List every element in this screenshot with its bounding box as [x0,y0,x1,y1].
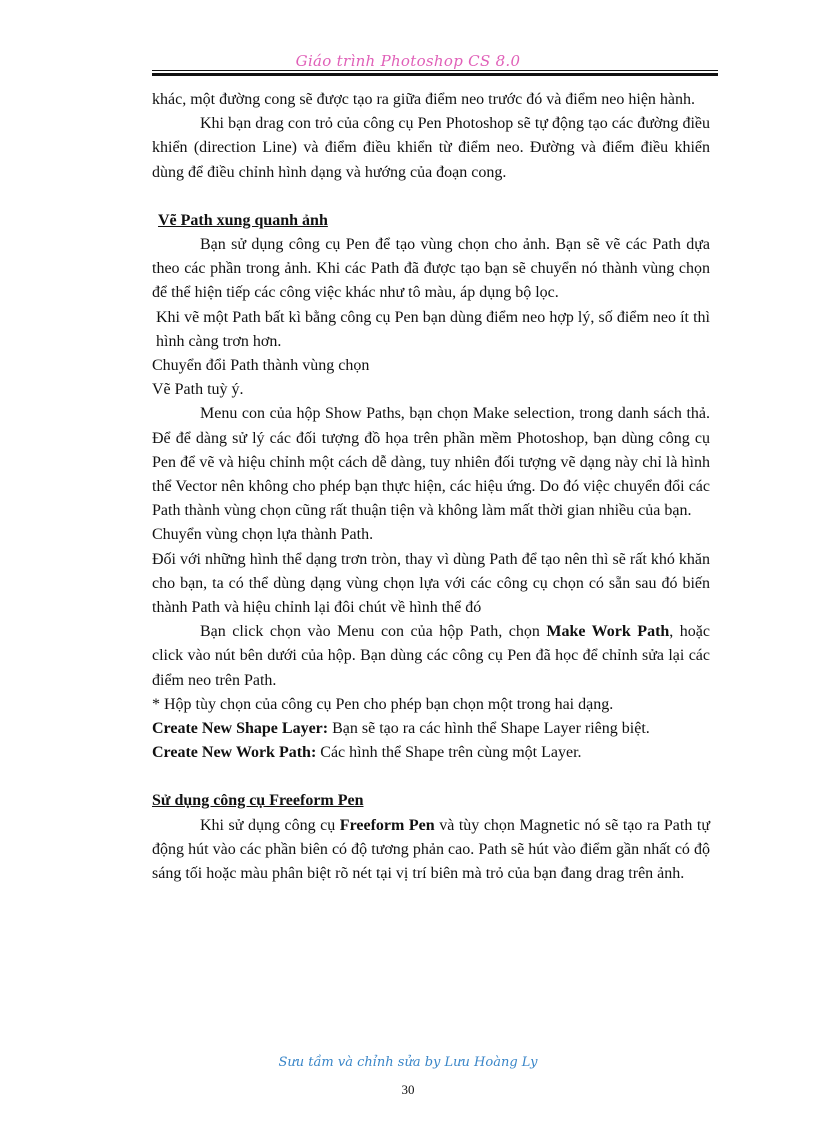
paragraph: * Hộp tùy chọn của công cụ Pen cho phép bạn chọn một trong hai dạng. [152,695,614,713]
paragraph: Đối với những hình thể dạng trơn tròn, thay vì dùng Path để tạo nên thì sẽ rất khó khăn cho bạn, ta có thể dùng dạng vùng chọn lựa với các công cụ chọn có sẵn sau đó biến thành Path và hiệu chỉnh lại đôi chút về hình thể đó [152,550,710,617]
header-title: Giáo trình Photoshop CS 8.0 [295,52,521,70]
paragraph: khác, một đường cong sẽ được tạo ra giữa điểm neo trước đó và điểm neo hiện hành. [152,91,696,108]
paragraph: Vẽ Path tuỳ ý. [152,381,244,399]
paragraph: Khi vẽ một Path bất kì bằng công cụ Pen bạn dùng điểm neo hợp lý, số điểm neo ít thì hình càng trơn hơn. [156,308,710,350]
paragraph: Khi sử dụng công cụ Freeform Pen và tùy chọn Magnetic nó sẽ tạo ra Path tự động hút vào các phần biên có độ tương phản cao. Path sẽ hút vào điểm gần nhất có độ sáng tối hoặc màu phân biệt rõ nét tại vị trí biên mà trỏ của bạn đang drag trên ảnh. [152,816,710,883]
paragraph: Bạn sử dụng công cụ Pen để tạo vùng chọn cho ảnh. Bạn sẽ vẽ các Path dựa theo các phần trong ảnh. Khi các Path đã được tạo bạn sẽ chuyển nó thành vùng chọn để thể hiện tiếp các công việc khác như tô màu, áp dụng bộ lọc. [152,236,710,302]
paragraph: Menu con của hộp Show Paths, bạn chọn Make selection, trong danh sách thả. Để để dàng sử lý các đối tượng đồ họa trên phần mềm Photoshop, bạn dùng công cụ Pen để vẽ và hiệu chỉnh một cách dễ dàng, tuy nhiên đối tượng vẽ dạng này chỉ là hình thể Vector nên không cho phép bạn thực hiện, các hiệu ứng. Do đó việc chuyển đổi các Path thành vùng chọn cũng rất thuận tiện và không làm mất thời gian nhiều của bạn. [152,405,710,520]
paragraph: Chuyển đổi Path thành vùng chọn [152,357,370,375]
paragraph: Create New Shape Layer: Bạn sẽ tạo ra các hình thể Shape Layer riêng biệt. [152,720,650,738]
page-body [152,88,710,886]
header-rule-thick [152,73,718,76]
paragraph: Khi bạn drag con trỏ của công cụ Pen Photoshop sẽ tự động tạo các đường điều khiển (direction Line) và điểm điều khiển từ điểm neo. Đường và điểm điều khiển dùng để điều chỉnh hình dạng và hướng của đoạn cong. [152,115,710,181]
bold-term: Create New Work Path: [152,744,317,762]
footer-credit: Sưu tầm và chỉnh sửa by Lưu Hoàng Ly [278,1055,538,1070]
section-heading: Vẽ Path xung quanh ảnh [158,211,328,229]
paragraph: Chuyển vùng chọn lựa thành Path. [152,526,374,544]
bold-term: Create New Shape Layer: [152,720,329,738]
page-number: 30 [401,1082,415,1097]
bold-term: Make Work Path [546,623,670,641]
paragraph: Bạn click chọn vào Menu con của hộp Path, chọn Make Work Path, hoặc click vào nút bên dưới của hộp. Bạn dùng các công cụ Pen đã học để chỉnh sửa lại các điểm neo trên Path. [152,623,711,689]
header-rule-thin [152,70,718,71]
bold-term: Freeform Pen [339,816,435,834]
section-heading: Sử dụng công cụ Freeform Pen [152,792,364,810]
paragraph: Create New Work Path: Các hình thể Shape trên cùng một Layer. [152,744,582,762]
